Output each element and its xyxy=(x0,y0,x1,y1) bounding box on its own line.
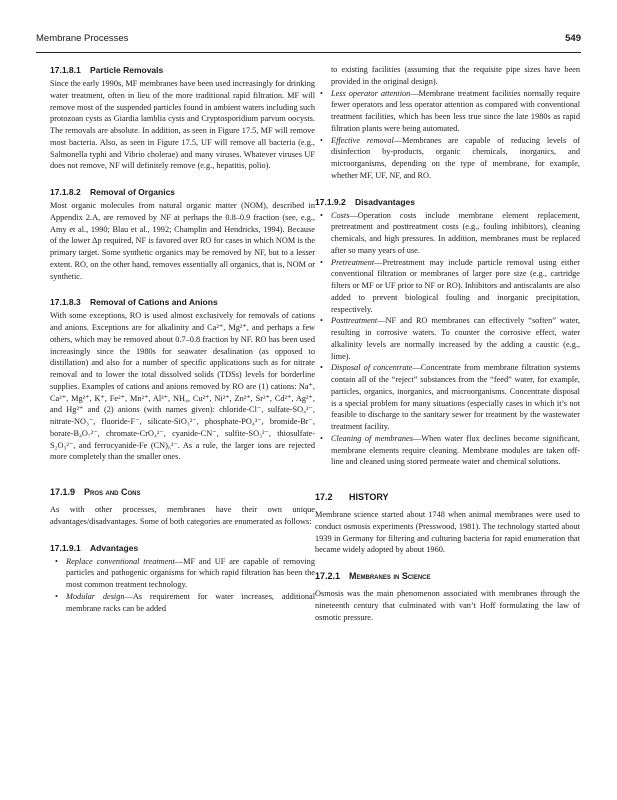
list-item: • Posttreatment—NF and RO membranes can effectively “soften” water, resulting in corrosive waters. To counter the corrosive effect, water alkalinity levels are normally increased by the adding a caustic (e.g., lime). xyxy=(315,315,580,362)
advantages-list xyxy=(50,556,315,615)
advantages-continued-text: to existing facilities (assuming that the requisite pipe sizes have been provided in the original design). xyxy=(331,65,580,86)
removal-of-organics-text: Most organic molecules from natural organic matter (NOM), described in Appendix 2.A, are removed by NF at perhaps the 0.8–0.9 fraction (see, e.g., Amy et al., 1990; Blau et al., 1992; Champlin and Hendricks, 1994). Because of the lower Δp required, NF is favored over RO for cases in which NOM is the primary target. Some synthetic organics may be removed by NF, but to a lesser extent. RO, on the other hand, removes essentially all organics, that is, NOM or synthetic. xyxy=(50,201,316,281)
history-text: Membrane science started about 1748 when animal membranes were used to conduct osmosis experiments (Presswood, 1981). The technology started about 1939 in Germany for filtering and culturing bacteria for rapid enumeration that became widely adopted by about 1960. xyxy=(315,510,580,555)
section-heading-history: 17.2 HISTORY xyxy=(315,492,389,502)
list-item: • Disposal of concentrate—Concentrate from membrane filtration systems contain all of the “reject” substances from the “feed” water, for example, particles, organics, inorganics, and microorganisms. Concentrate disposal is a special problem for many situations (especially cases in which it’s not feasible to discharge to the sanitary sewer for treatment by the wastewater treatment facility. xyxy=(315,362,580,433)
membranes-in-science-text: Osmosis was the main phenomenon associated with membranes through the nineteenth century that culminated with van’t Hoff formulating the law of osmotic pressure. xyxy=(315,589,580,622)
section-heading-pros-cons: 17.1.9 Pros and Cons xyxy=(50,487,141,497)
list-item: • Replace conventional treatment—MF and UF are capable of removing particles and pathogenic organisms for which rapid filtration has been the most common treatment technology. xyxy=(50,556,315,591)
list-item: • Modular design—As requirement for water increases, additional membrane racks can be added xyxy=(50,591,315,615)
cations-anions-text: With some exceptions, RO is used almost exclusively for removals of cations and anions. Exceptions are for alkalinity and Ca²⁺, Mg²⁺, and perhaps a few others, which may be removed about 0.7–0.8 fraction by NF. RO has been used increasingly since the 1980s for seawater desalination (as opposed to distillation) and also for a number of specific applications such as for nitrate removal and to lower the total dissolved solids (TDSs) levels for borderline supplies. Examples of cations and anions removed by RO are (1) cations: Na⁺, Ca²⁺, Mg²⁺, K⁺, Fe²⁺, Mn²⁺, Al³⁺, NH₄, Cu²⁺, Ni²⁺, Zn²⁺, Sr²⁺, Cd²⁺, Ag²⁺, and Hg²⁺ and (2) anions (with names given): chloride-Cl⁻, sulfate-SO₄²⁻, nitrate-NO₃⁻, fluoride-F⁻, silicate-SiO₃²⁻, phosphate-PO₄³⁻, bromide-Br⁻, borate-B₄O₇²⁻, chromate-CrO₄²⁻, cyanide-CN⁻, sulfite-SO₃²⁻, thiosulfate-S₂O₃²⁻, and ferrocyanide-Fe (CN)₆³⁻. As a rule, the larger ions are rejected more completely than the smaller ones. xyxy=(50,311,315,462)
section-heading-cations-anions: 17.1.8.3 Removal of Cations and Anions xyxy=(50,297,218,308)
section-heading-advantages: 17.1.9.1 Advantages xyxy=(50,542,139,553)
section-heading-membranes-in-science: 17.2.1 Membranes in Science xyxy=(315,571,431,581)
header-rule xyxy=(36,52,581,53)
left-column xyxy=(50,64,315,614)
list-item: • Cleaning of membranes—When water flux declines become significant, membrane elements require cleaning. Membrane modules are taken off-line and cleaned using stored permeate water and chemical solutions. xyxy=(315,433,580,468)
list-item: • Effective removal—Membranes are capable of reducing levels of disinfection by-products, organic chemicals, inorganics, and microorganisms, depending on the type of membrane, for example, whether MF, UF, NF, and RO. xyxy=(315,135,580,182)
particle-removals-text: Since the early 1990s, MF membranes have been used increasingly for drinking water treatment, often in lieu of the more traditional rapid filtration. MF will remove most of the suspended particles found in ambient waters including such protozoan cysts as Giardia lamblia cysts and Cryptosporidium parvum oocysts. The removals are absolute. In addition, as seen in Figure 17.5, MF will remove most bacteria. Also, as seen in Figure 17.5, UF will remove all bacteria (e.g., Salmonella typhi and Vibrio cholerae) and many viruses. Whatever viruses UF does not remove, NF will definitely remove (e.g., hepatitis, polio). xyxy=(50,79,315,171)
pros-cons-text: As with other processes, membranes have their own unique advantages/disadvantages. Some of both categories are enumerated as follows: xyxy=(50,505,315,526)
section-heading-disadvantages: 17.1.9.2 Disadvantages xyxy=(315,196,415,207)
list-item: • Costs—Operation costs include membrane element replacement, pretreatment and posttreatment costs (e.g., fouling inhibitors), cleaning chemicals, and high pressures. In addition, membranes must be replaced after so many years of use. xyxy=(315,210,580,257)
running-head xyxy=(36,33,581,49)
disadvantages-list xyxy=(315,210,580,469)
list-item: • Pretreatment—Pretreatment may include particle removal using either conventional filtration or membranes of larger pore size (e.g., cartridge filters or MF or UF prior to NF or RO). Inhibitors and antiscalants are also added to prevent biological fouling and inorganic precipitation, respectively. xyxy=(315,257,580,316)
right-column xyxy=(315,64,580,623)
section-heading-particle-removals: 17.1.8.1 Particle Removals xyxy=(50,65,164,75)
advantages-list-continued xyxy=(315,88,580,182)
page-number: 549 xyxy=(565,33,581,44)
section-heading-removal-of-organics: 17.1.8.2 Removal of Organics xyxy=(50,187,176,197)
list-item: • Less operator attention—Membrane treatment facilities normally require fewer operators and less operator attention as compared with conventional treatment facilities, which has been less true since the late 1980s as rapid filtration plants were being automated. xyxy=(315,88,580,135)
running-title: Membrane Processes xyxy=(36,33,129,44)
